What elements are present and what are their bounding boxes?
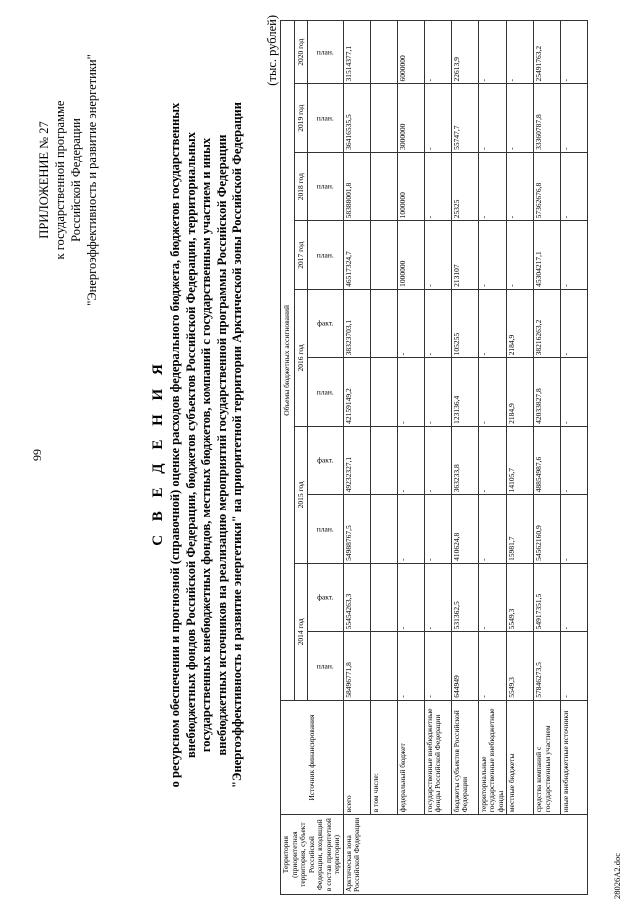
subtitle-line: "Энергоэффективность и развитие энергетики" на приоритетной территории Арктической зоны Российской Федерации xyxy=(230,102,244,788)
value-cell: - xyxy=(507,152,534,220)
value-cell: - xyxy=(561,632,588,700)
value-cell xyxy=(370,563,397,631)
header-territory: Территория (приоритетная территория, субъект Российской Федерации, входящий в состав приоритетной территории) xyxy=(281,815,344,895)
value-cell xyxy=(370,289,397,357)
header-volumes: Объемы бюджетных ассигнований xyxy=(281,21,295,701)
value-cell xyxy=(370,152,397,220)
value-cell: - xyxy=(561,289,588,357)
value-cell: - xyxy=(424,632,451,700)
document-subtitle xyxy=(168,45,246,845)
header-year: 2019 год xyxy=(295,84,308,152)
table-row xyxy=(370,21,397,895)
value-cell: 31514377,1 xyxy=(343,21,370,84)
funding-table xyxy=(280,20,588,895)
value-cell: 58388001,8 xyxy=(343,152,370,220)
value-cell: 54917351,5 xyxy=(534,563,561,631)
appendix-line: Российской Федерации xyxy=(69,118,83,242)
value-cell: 2184,9 xyxy=(507,358,534,426)
value-cell: - xyxy=(397,358,424,426)
value-cell: - xyxy=(424,358,451,426)
document-title: С В Е Д Е Н И Я xyxy=(150,359,166,546)
value-cell: - xyxy=(561,495,588,563)
subtitle-line: о ресурсном обеспечении и прогнозной (справочной) оценке расходов федерального бюджета, бюджетов государственных xyxy=(168,102,182,788)
header-plan: план. xyxy=(316,523,334,533)
value-cell: - xyxy=(397,563,424,631)
value-cell: - xyxy=(397,495,424,563)
value-cell: 48854987,6 xyxy=(534,426,561,494)
value-cell: - xyxy=(478,563,507,631)
value-cell: 46517324,7 xyxy=(343,221,370,289)
value-cell: - xyxy=(424,21,451,84)
value-cell: 6000000 xyxy=(397,21,424,84)
page-number: 99 xyxy=(30,449,44,461)
table-row xyxy=(561,21,588,895)
header-fact: факт. xyxy=(317,318,334,328)
value-cell: 25325 xyxy=(451,152,478,220)
value-cell: 38323703,1 xyxy=(343,289,370,357)
table-row xyxy=(507,21,534,895)
value-cell xyxy=(370,495,397,563)
appendix-title: ПРИЛОЖЕНИЕ № 27 xyxy=(37,121,51,239)
value-cell: 5549,3 xyxy=(507,563,534,631)
value-cell: 54988767,5 xyxy=(343,495,370,563)
value-cell: - xyxy=(561,221,588,289)
value-cell: 25491763,2 xyxy=(534,21,561,84)
header-year: 2016 год xyxy=(295,289,308,426)
table-body xyxy=(343,21,588,895)
source-cell: государственные внебюджетные фонды Российской Федерации xyxy=(424,700,451,814)
source-cell: средства компаний с государственным участием xyxy=(534,700,561,814)
value-cell: - xyxy=(478,152,507,220)
source-cell: иные внебюджетные источники xyxy=(561,700,588,814)
value-cell: 2184,9 xyxy=(507,289,534,357)
value-cell xyxy=(370,221,397,289)
source-cell: местные бюджеты xyxy=(507,700,534,814)
value-cell: 55747,7 xyxy=(451,84,478,152)
value-cell: 45304217,1 xyxy=(534,221,561,289)
value-cell: - xyxy=(561,152,588,220)
header-year: 2017 год xyxy=(295,221,308,289)
header-fact: факт. xyxy=(317,592,334,602)
value-cell: - xyxy=(478,221,507,289)
value-cell: 36416535,5 xyxy=(343,84,370,152)
header-plan: план. xyxy=(316,660,334,670)
header-source: Источник финансирования xyxy=(281,700,344,814)
header-fact: факт. xyxy=(317,455,334,465)
value-cell: - xyxy=(507,84,534,152)
value-cell xyxy=(370,632,397,700)
file-code: 28026А2.doc xyxy=(612,852,622,899)
value-cell xyxy=(370,84,397,152)
table-row xyxy=(478,21,507,895)
value-cell: 33360787,8 xyxy=(534,84,561,152)
appendix-block xyxy=(36,15,100,345)
subtitle-line: внебюджетных источников на реализацию мероприятий государственной программы Российской Федерации xyxy=(214,134,229,756)
value-cell: - xyxy=(478,632,507,700)
source-cell: всего xyxy=(343,700,370,814)
value-cell: - xyxy=(478,426,507,494)
header-plan: план. xyxy=(316,46,334,56)
units-label: (тыс. рублей) xyxy=(265,15,279,86)
value-cell: - xyxy=(561,84,588,152)
value-cell: - xyxy=(424,426,451,494)
value-cell: 531362,5 xyxy=(451,563,478,631)
value-cell: - xyxy=(507,221,534,289)
value-cell: 363233,8 xyxy=(451,426,478,494)
header-plan: план. xyxy=(316,249,334,259)
header-year: 2015 год xyxy=(295,426,308,563)
value-cell: - xyxy=(507,21,534,84)
subtitle-line: внебюджетных фондов Российской Федерации, бюджетов субъектов Российской Федерации, территориальных xyxy=(183,132,198,758)
header-plan: план. xyxy=(316,181,334,191)
subtitle-line: государственных внебюджетных фондов, местных бюджетов, компаний с государственным участием и иных xyxy=(199,137,213,753)
table-row xyxy=(534,21,561,895)
value-cell: - xyxy=(478,84,507,152)
table-row xyxy=(451,21,478,895)
value-cell: 42033827,8 xyxy=(534,358,561,426)
value-cell: - xyxy=(424,221,451,289)
value-cell xyxy=(370,358,397,426)
table-row xyxy=(343,21,370,895)
value-cell: 123136,4 xyxy=(451,358,478,426)
value-cell: 5549,3 xyxy=(507,632,534,700)
territory-cell: Арктическая зона Российской Федерации xyxy=(343,815,588,895)
source-cell: федеральный бюджет xyxy=(397,700,424,814)
value-cell: - xyxy=(478,21,507,84)
appendix-line: "Энергоэффективность и развитие энергетики" xyxy=(85,54,99,306)
value-cell: - xyxy=(397,426,424,494)
header-plan: план. xyxy=(316,112,334,122)
header-plan: план. xyxy=(316,386,334,396)
value-cell: - xyxy=(561,21,588,84)
value-cell: 1000000 xyxy=(397,152,424,220)
value-cell: 15981,7 xyxy=(507,495,534,563)
value-cell: - xyxy=(561,426,588,494)
value-cell: - xyxy=(478,495,507,563)
value-cell: 22613,9 xyxy=(451,21,478,84)
header-year: 2020 год xyxy=(295,21,308,84)
value-cell: - xyxy=(478,289,507,357)
value-cell: - xyxy=(424,152,451,220)
table-row xyxy=(424,21,451,895)
value-cell: 1000000 xyxy=(397,221,424,289)
value-cell: - xyxy=(424,289,451,357)
value-cell: 57846273,5 xyxy=(534,632,561,700)
source-cell: территориальные государственные внебюджетные фонды xyxy=(478,700,507,814)
value-cell: 644949 xyxy=(451,632,478,700)
value-cell: 58496771,8 xyxy=(343,632,370,700)
value-cell: - xyxy=(424,495,451,563)
table-row xyxy=(397,21,424,895)
header-year: 2014 год xyxy=(295,563,308,700)
value-cell: 213107 xyxy=(451,221,478,289)
value-cell: 55454263,3 xyxy=(343,563,370,631)
value-cell: - xyxy=(561,563,588,631)
value-cell: 105255 xyxy=(451,289,478,357)
value-cell: - xyxy=(397,289,424,357)
value-cell: - xyxy=(397,632,424,700)
value-cell: - xyxy=(478,358,507,426)
value-cell xyxy=(370,426,397,494)
value-cell: 38216263,2 xyxy=(534,289,561,357)
value-cell: 54562160,9 xyxy=(534,495,561,563)
value-cell: 410624,8 xyxy=(451,495,478,563)
value-cell xyxy=(370,21,397,84)
header-year: 2018 год xyxy=(295,152,308,220)
value-cell: 14105,7 xyxy=(507,426,534,494)
appendix-line: к государственной программе xyxy=(53,100,67,260)
source-cell: бюджеты субъектов Российской Федерации xyxy=(451,700,478,814)
value-cell: 42159149,2 xyxy=(343,358,370,426)
value-cell: 57362676,8 xyxy=(534,152,561,220)
value-cell: - xyxy=(561,358,588,426)
value-cell: 3000000 xyxy=(397,84,424,152)
source-cell: в том числе: xyxy=(370,700,397,814)
value-cell: - xyxy=(424,563,451,631)
value-cell: - xyxy=(424,84,451,152)
value-cell: 49232327,1 xyxy=(343,426,370,494)
